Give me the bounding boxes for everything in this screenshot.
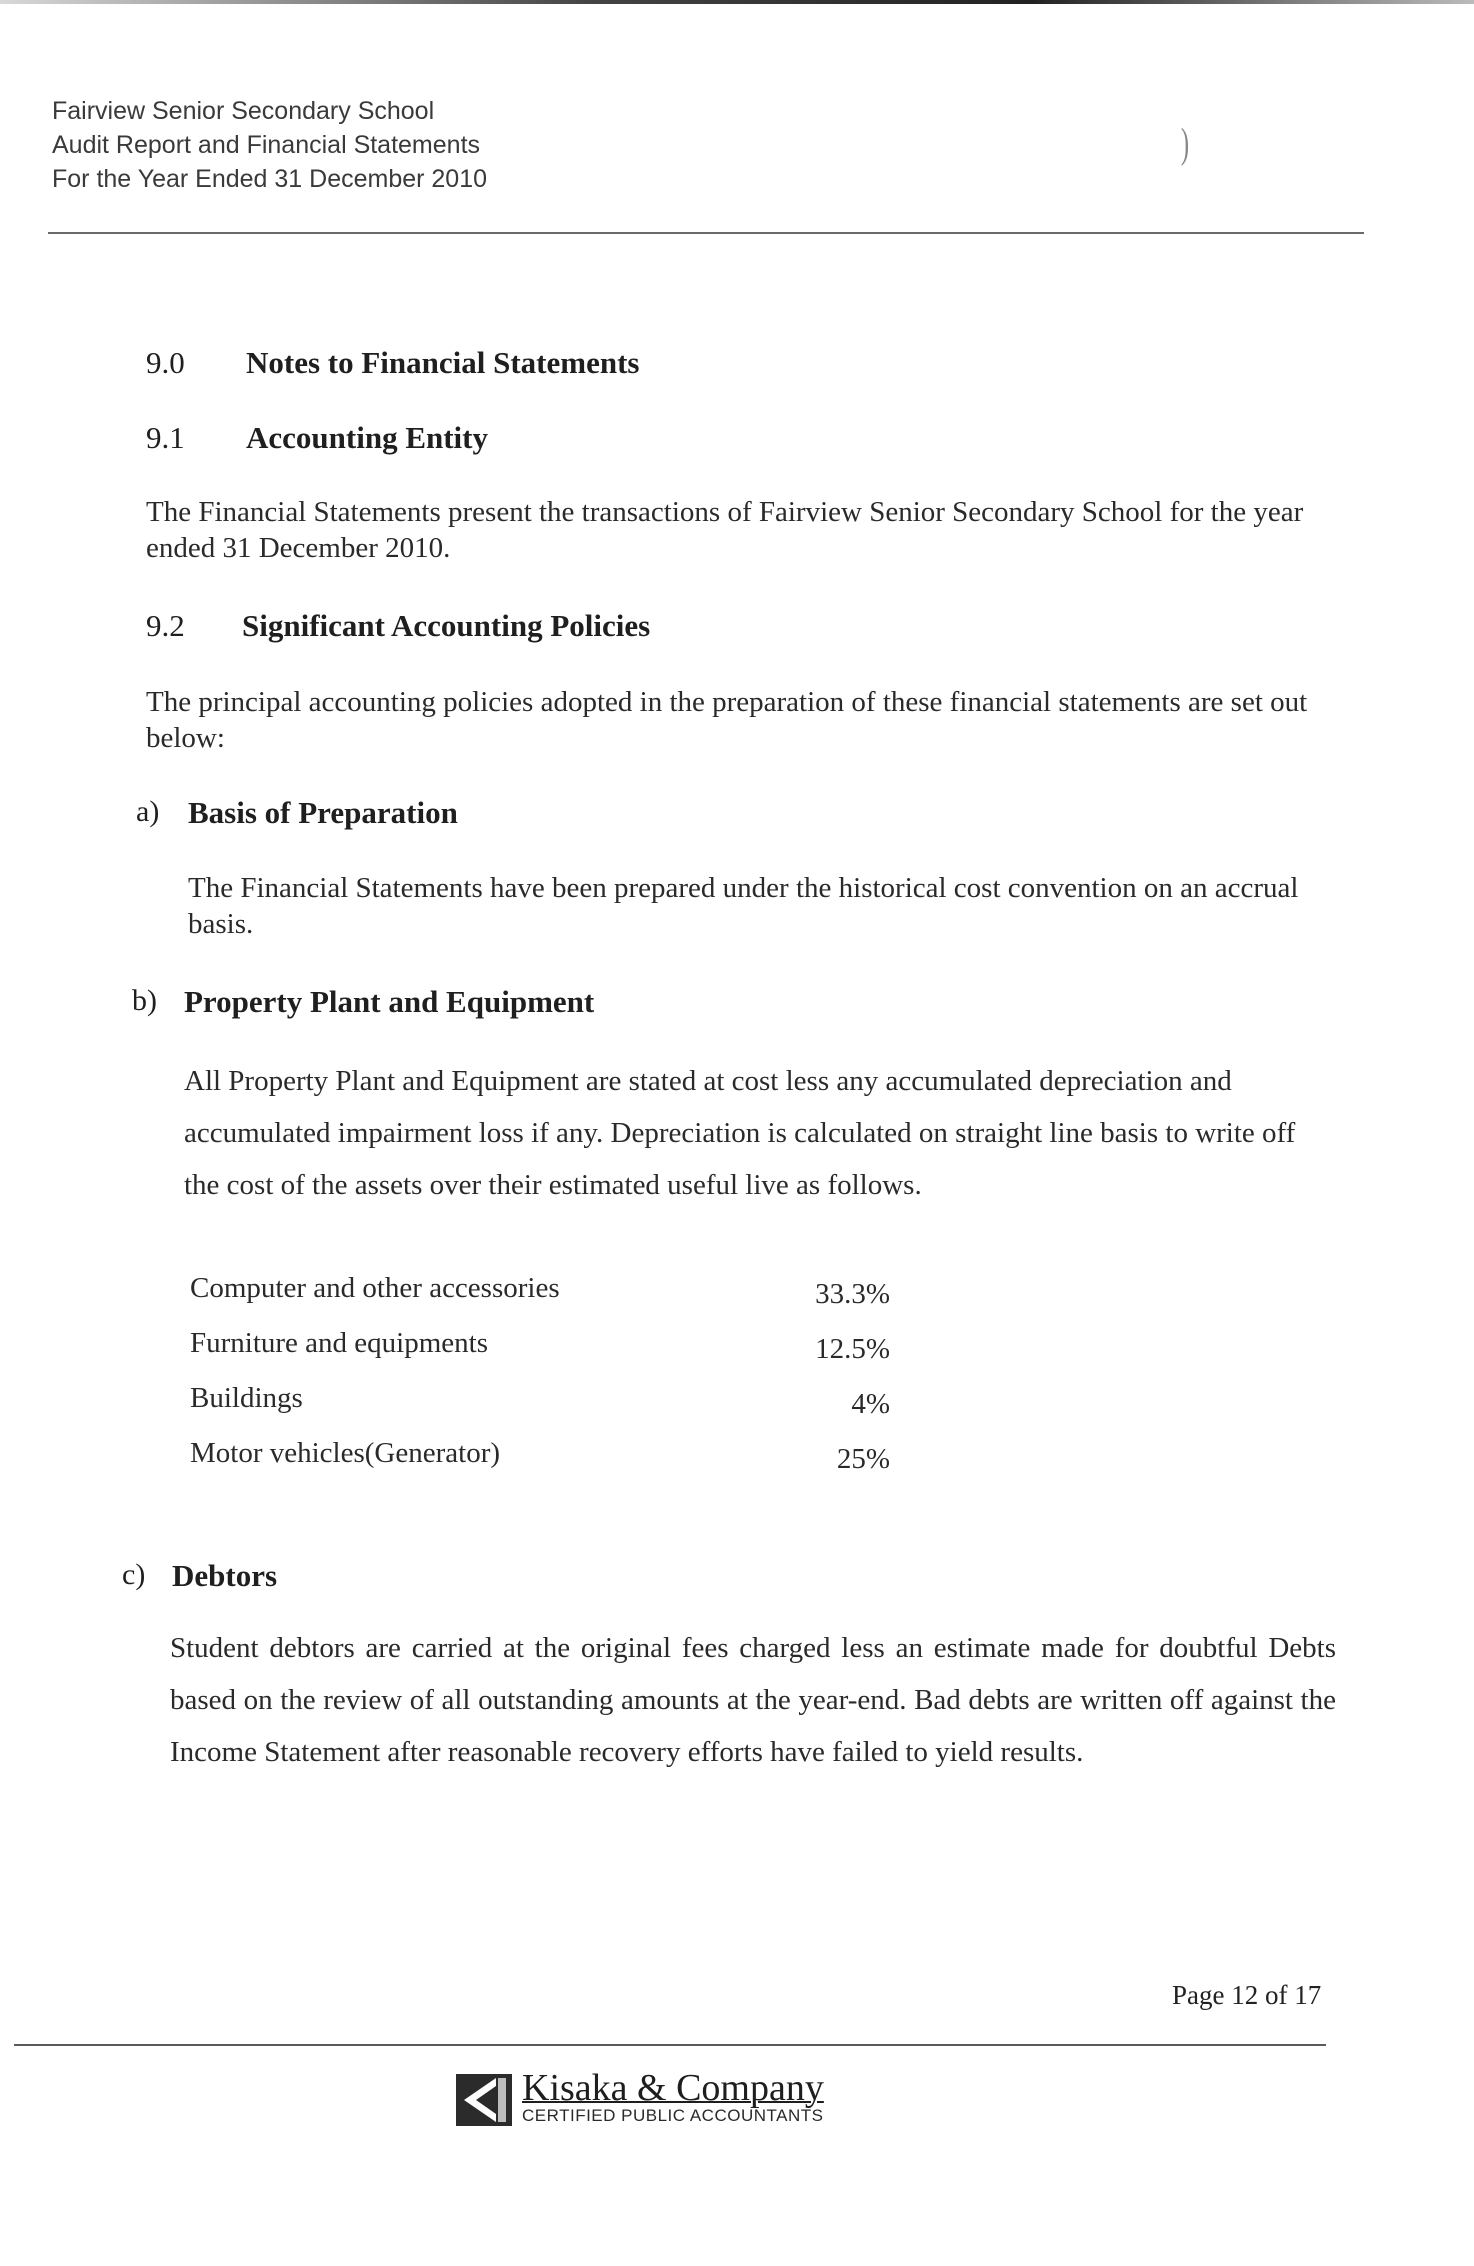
rate-value: 33.3%	[815, 1278, 890, 1310]
rate-asset: Furniture and equipments	[190, 1327, 489, 1359]
depreciation-rates-table	[190, 1272, 890, 1492]
policy-a-body: The Financial Statements have been prepared under the historical cost convention on an accrual basis.	[188, 872, 1299, 940]
rate-value: 4%	[851, 1388, 890, 1420]
rate-row	[190, 1437, 890, 1492]
policy-b-label: b)	[132, 984, 157, 1017]
policy-c-body: Student debtors are carried at the original fees charged less an estimate made for doubtful Debts based on the review of all outstanding amounts at the year-end. Bad debts are written off against the Income Statement after reasonable recovery efforts have failed to yield results.	[170, 1632, 1336, 1768]
footer-rule	[14, 2044, 1326, 2046]
policy-a-title: Basis of Preparation	[188, 795, 458, 830]
document-header	[52, 94, 487, 196]
rate-row	[190, 1382, 890, 1437]
firm-logo	[456, 2067, 886, 2132]
policy-b-body: All Property Plant and Equipment are stated at cost less any accumulated depreciation and accumulated impairment loss if any. Depreciation is calculated on straight line basis to write off the cost of the assets over their estimated useful live as follows.	[184, 1065, 1296, 1201]
firm-tagline: CERTIFIED PUBLIC ACCOUNTANTS	[522, 2106, 824, 2125]
margin-mark: )	[1180, 121, 1190, 167]
firm-logo-icon	[456, 2074, 512, 2126]
section-9-1-title: Accounting Entity	[246, 420, 488, 455]
section-9-0-number: 9.0	[146, 345, 185, 380]
policy-c-label: c)	[122, 1558, 146, 1591]
rate-asset: Computer and other accessories	[190, 1272, 560, 1304]
header-period: For the Year Ended 31 December 2010	[52, 165, 488, 193]
policy-b-title: Property Plant and Equipment	[184, 984, 595, 1019]
policy-a-label: a)	[136, 795, 160, 828]
rate-asset: Buildings	[190, 1382, 303, 1414]
section-9-2-title: Significant Accounting Policies	[242, 608, 651, 643]
rate-row	[190, 1272, 890, 1327]
firm-name: Kisaka & Company	[522, 2067, 824, 2109]
rate-value: 25%	[836, 1443, 890, 1475]
header-school: Fairview Senior Secondary School	[52, 97, 435, 125]
rate-row	[190, 1327, 890, 1382]
rate-asset: Motor vehicles(Generator)	[190, 1437, 501, 1469]
page-number: Page 12 of 17	[1172, 1980, 1322, 2010]
section-9-2-number: 9.2	[146, 608, 185, 643]
section-9-1-body: The Financial Statements present the transactions of Fairview Senior Secondary School for the year ended 31 December 2010.	[146, 496, 1304, 564]
policy-c-title: Debtors	[172, 1558, 278, 1593]
header-report: Audit Report and Financial Statements	[52, 131, 481, 159]
scan-top-edge	[0, 0, 1474, 4]
section-9-0-title: Notes to Financial Statements	[246, 345, 640, 380]
rate-value: 12.5%	[815, 1333, 890, 1365]
section-9-2-body: The principal accounting policies adopted in the preparation of these financial statements are set out below:	[146, 686, 1308, 754]
header-rule	[48, 232, 1364, 234]
section-9-1-number: 9.1	[146, 420, 185, 455]
